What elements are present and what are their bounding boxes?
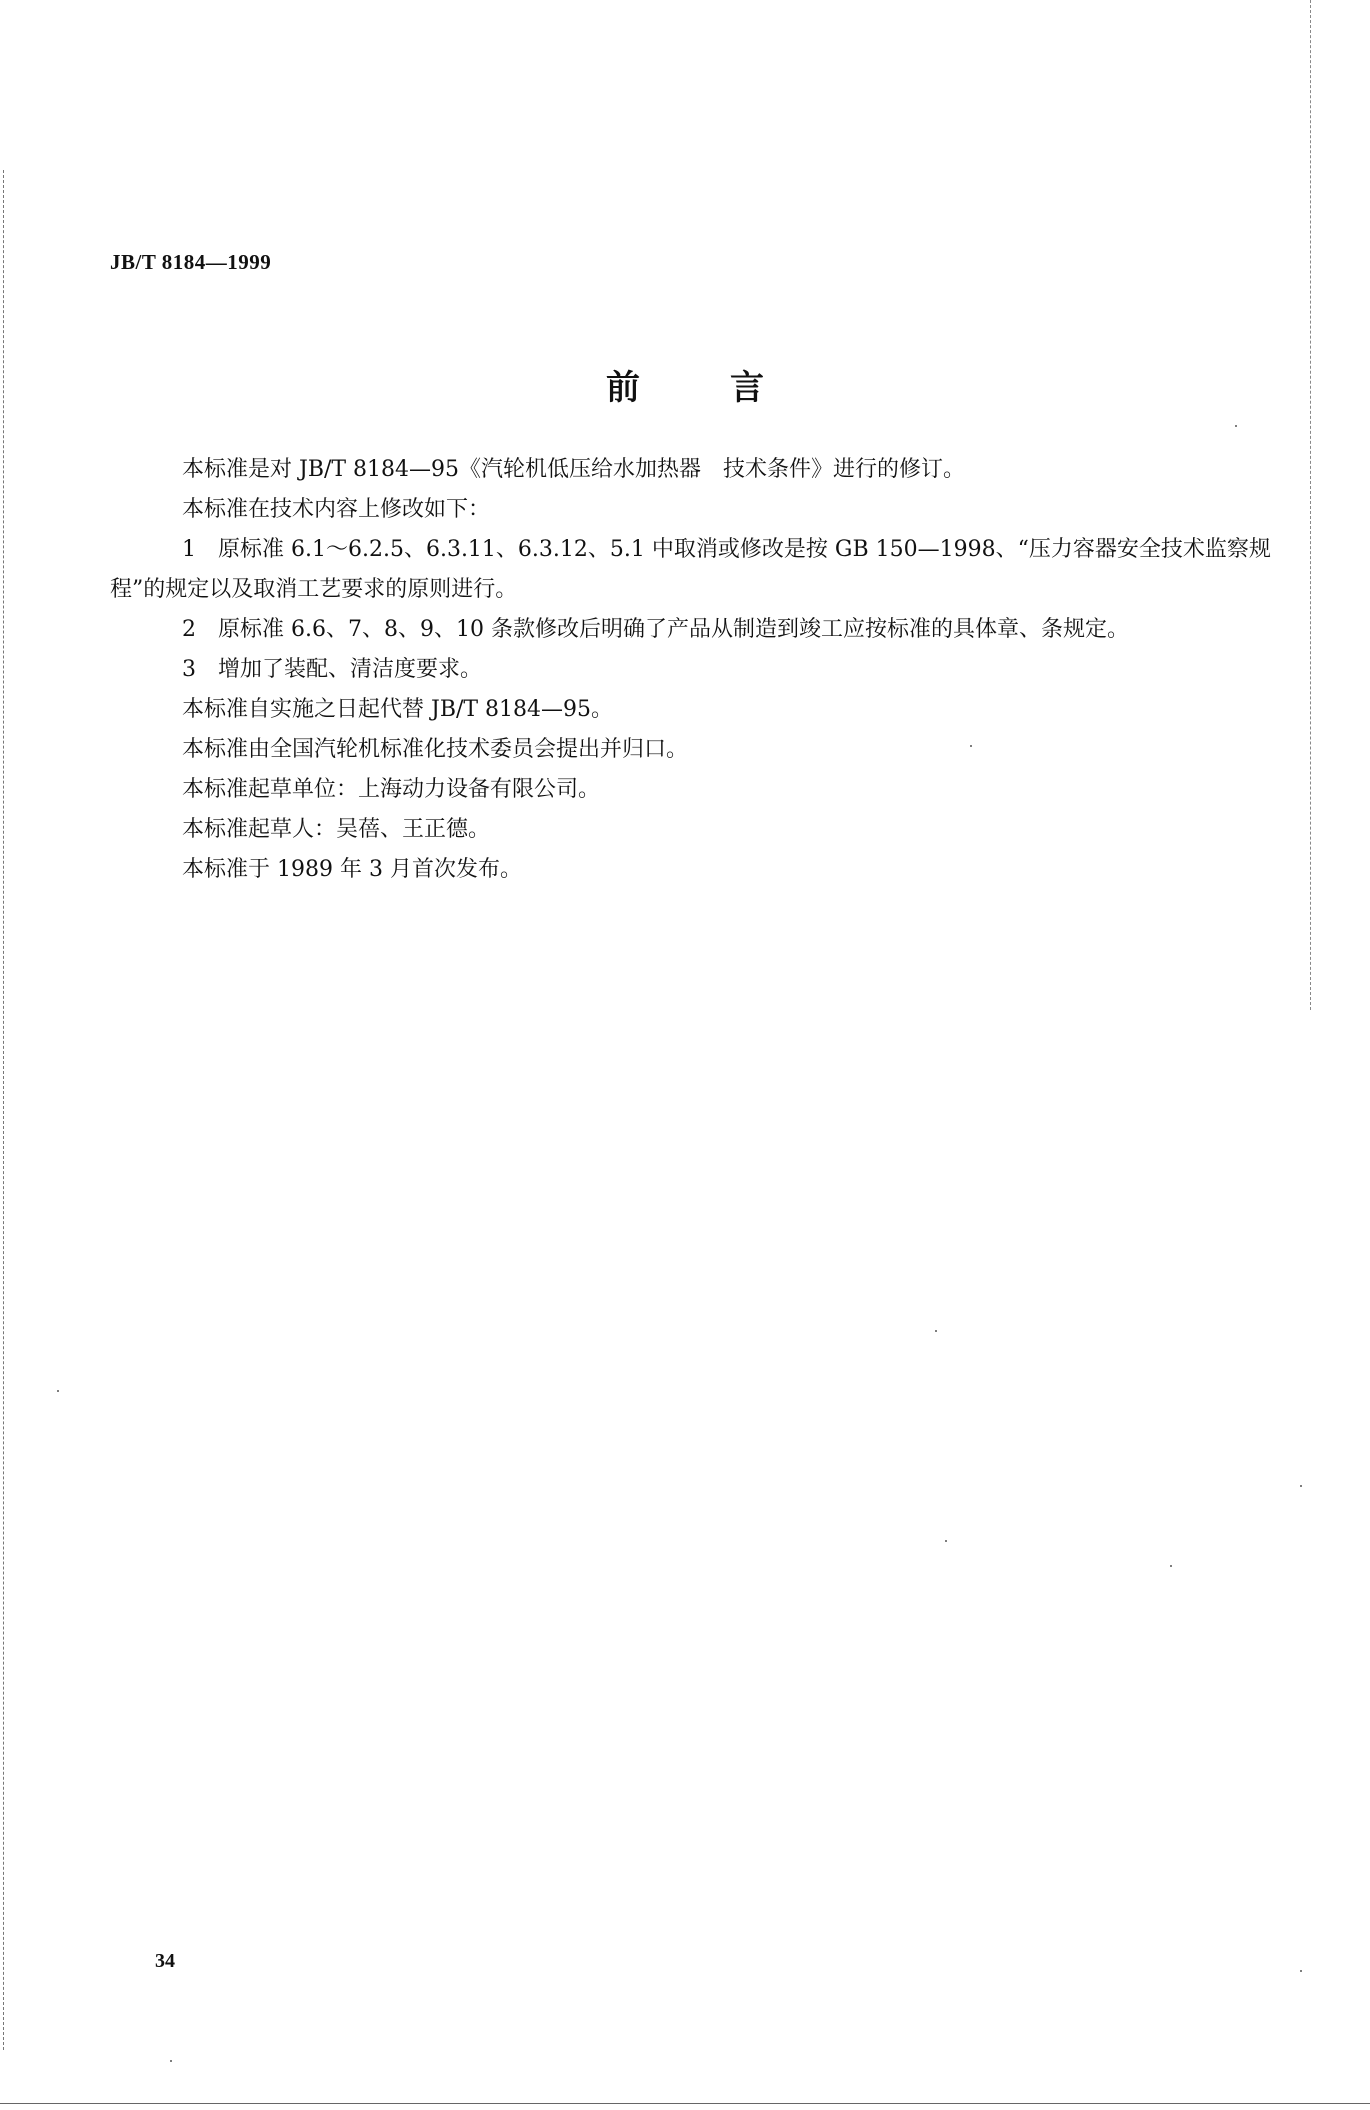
scan-speck	[970, 745, 972, 747]
binding-edge-left	[3, 170, 4, 2050]
paragraph-drafters: 本标准起草人：吴蓓、王正德。	[182, 817, 491, 842]
scan-speck	[1300, 1485, 1302, 1487]
standard-code: JB/T 8184—1999	[110, 250, 272, 274]
foreword-body	[110, 450, 1300, 890]
paragraph-changes-intro: 本标准在技术内容上修改如下：	[182, 497, 491, 522]
page-number: 34	[155, 1950, 175, 1972]
paragraph-drafting-unit: 本标准起草单位：上海动力设备有限公司。	[182, 777, 601, 802]
scan-speck	[1170, 1565, 1172, 1567]
scan-speck	[945, 1540, 947, 1542]
paragraph-change-1: 1 原标准 6.1～6.2.5、6.3.11、6.3.12、5.1 中取消或修改是按 GB 150—1998、“压力容器安全技术监察规程”的规定以及取消工艺要求的原则进行。	[110, 537, 1271, 602]
binding-edge-right	[1310, 0, 1311, 1010]
paragraph-change-2: 2 原标准 6.6、7、8、9、10 条款修改后明确了产品从制造到竣工应按标准的具体章、条规定。	[182, 617, 1129, 642]
paragraph-first-issue: 本标准于 1989 年 3 月首次发布。	[182, 857, 522, 882]
paragraph-replaces: 本标准自实施之日起代替 JB/T 8184—95。	[182, 697, 614, 722]
bottom-rule	[0, 2103, 1370, 2104]
scan-speck	[1300, 1970, 1302, 1972]
scan-speck	[1235, 425, 1237, 427]
page-title: 前言	[606, 368, 854, 408]
paragraph-change-3: 3 增加了装配、清洁度要求。	[182, 657, 482, 682]
paragraph-revision-note: 本标准是对 JB/T 8184—95《汽轮机低压给水加热器 技术条件》进行的修订。	[182, 457, 966, 482]
scan-speck	[170, 2060, 172, 2062]
scan-speck	[57, 1390, 59, 1392]
scan-speck	[935, 1330, 937, 1332]
paragraph-proposer: 本标准由全国汽轮机标准化技术委员会提出并归口。	[182, 737, 689, 762]
